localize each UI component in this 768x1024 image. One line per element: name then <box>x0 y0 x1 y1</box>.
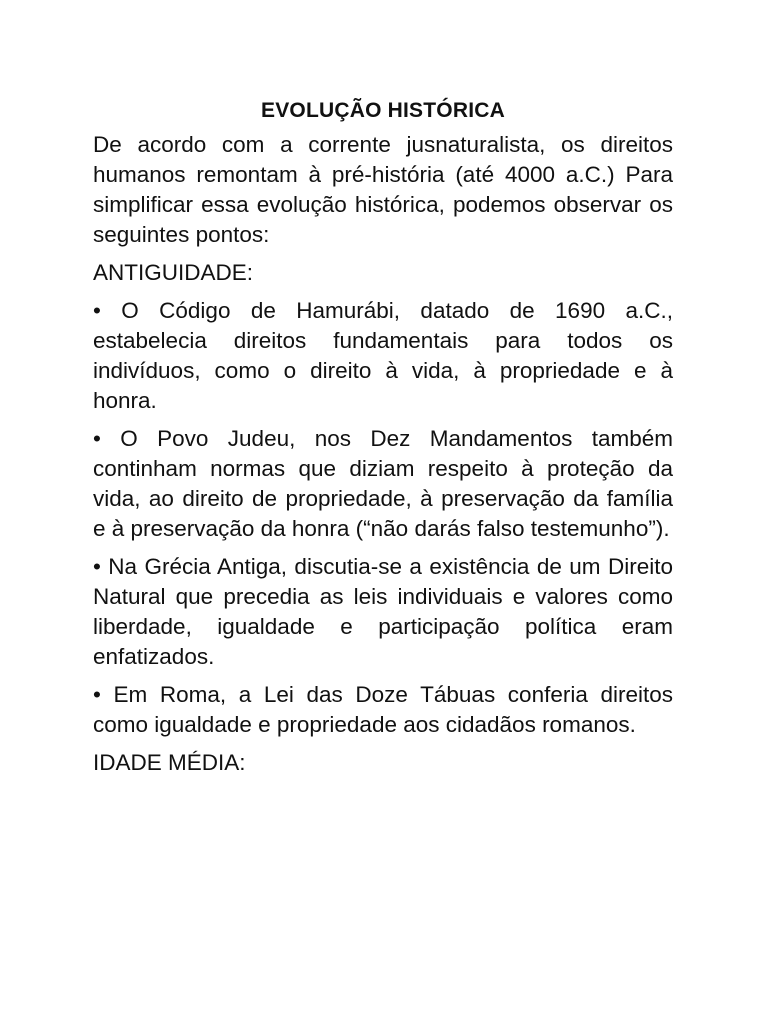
section-heading-antiguidade: ANTIGUIDADE: <box>93 260 254 285</box>
section-heading-idade-media: IDADE MÉDIA: <box>93 750 246 775</box>
paragraph-hamurabi: • O Código de Hamurábi, datado de 1690 a.C., estabelecia direitos fundamentais para todos os indivíduos, como o direito à vida, à propriedade e à honra. <box>93 298 673 413</box>
paragraph-roma: • Em Roma, a Lei das Doze Tábuas conferia direitos como igualdade e propriedade aos cidadãos romanos. <box>93 682 673 737</box>
paragraph-grecia-antiga: • Na Grécia Antiga, discutia-se a existência de um Direito Natural que precedia as leis individuais e valores como liberdade, igualdade e participação política eram enfatizados. <box>93 554 673 669</box>
paragraph-povo-judeu: • O Povo Judeu, nos Dez Mandamentos também continham normas que diziam respeito à proteção da vida, ao direito de propriedade, à preservação da família e à preservação da honra (“não darás falso testemunho”). <box>93 426 673 541</box>
intro-paragraph: De acordo com a corrente jusnaturalista, os direitos humanos remontam à pré-história (até 4000 a.C.) Para simplificar essa evolução histórica, podemos observar os seguintes pontos: <box>93 132 673 247</box>
document-title: EVOLUÇÃO HISTÓRICA <box>261 99 505 122</box>
document-page <box>93 96 673 786</box>
